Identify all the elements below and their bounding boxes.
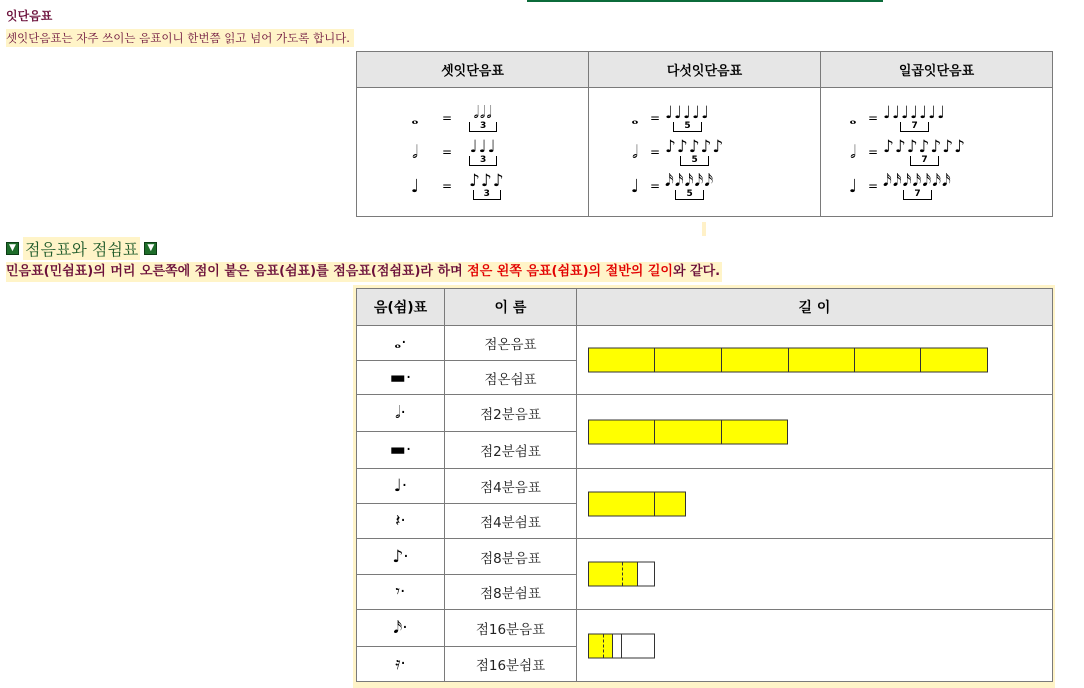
rest-name: 점8분쉼표 [445, 575, 577, 610]
quarter-notes-icon: ♩♩♩ [469, 137, 497, 157]
bar-unit [789, 348, 855, 373]
tuplet-row: 𝅝 = 𝅗𝅥𝅗𝅥𝅗𝅥 3 [405, 101, 588, 135]
bar-unit [921, 348, 988, 373]
bar-unit [655, 491, 686, 516]
bar-unit [622, 633, 655, 658]
half-note-icon: 𝅗𝅥 [850, 141, 856, 163]
tuplet-row: 𝅝 = ♩♩♩♩♩♩♩ 7 [843, 101, 1052, 135]
dotted-half-note-icon: 𝅗𝅥· [357, 395, 445, 432]
length-bar [588, 419, 788, 444]
half-notes-icon: 𝅗𝅥𝅗𝅥𝅗𝅥 [473, 103, 493, 123]
tuplet-number: 7 [900, 122, 928, 132]
down-arrow-icon: ▼ [144, 242, 157, 255]
note-name: 점8분음표 [445, 539, 577, 575]
quarter-notes-icon: ♩♩♩♩♩♩♩ [883, 103, 947, 123]
length-cell [577, 610, 1053, 682]
dotted-quarter-note-icon: ♩· [357, 469, 445, 504]
sixteenth-notes-icon: 𝅘𝅥𝅯𝅘𝅥𝅯𝅘𝅥𝅯𝅘𝅥𝅯𝅘𝅥𝅯𝅘𝅥𝅯𝅘𝅥𝅯 [883, 171, 952, 191]
tuplet-header-7: 일곱잇단음표 [821, 52, 1053, 88]
bar-unit [655, 419, 722, 444]
dotted-sixteenth-rest-icon: 𝄿· [357, 647, 445, 682]
bar-unit [655, 348, 722, 373]
tuplet-number: 5 [673, 122, 701, 132]
tuplet-row: ♩ = 𝅘𝅥𝅯𝅘𝅥𝅯𝅘𝅥𝅯𝅘𝅥𝅯𝅘𝅥𝅯𝅘𝅥𝅯𝅘𝅥𝅯 7 [843, 169, 1052, 203]
quarter-note-icon: ♩ [848, 175, 858, 197]
half-note-icon: 𝅗𝅥 [412, 141, 418, 163]
bar-unit [855, 348, 921, 373]
sixteenth-notes-icon: 𝅘𝅥𝅯𝅘𝅥𝅯𝅘𝅥𝅯𝅘𝅥𝅯𝅘𝅥𝅯 [665, 171, 715, 191]
tuplet-section-title: 잇단음표 [6, 9, 53, 23]
highlight-text: 점은 왼쪽 음표(쉼표)의 절반의 길이 [467, 264, 673, 279]
eighth-notes-icon: ♪♪♪♪♪♪♪ [883, 137, 966, 157]
note-name: 점4분음표 [445, 469, 577, 504]
dotted-eighth-note-icon: ♪· [357, 539, 445, 575]
note-name: 점온음표 [445, 326, 577, 361]
length-bar [588, 348, 988, 373]
length-bar [588, 633, 655, 658]
half-note-icon: 𝅗𝅥 [632, 141, 638, 163]
rest-name: 점4분쉼표 [445, 504, 577, 539]
down-arrow-icon: ▼ [6, 242, 19, 255]
bar-unit [722, 419, 788, 444]
bar-unit [588, 491, 655, 516]
bar-unit [588, 562, 638, 587]
tuplet-number: 3 [473, 190, 501, 200]
dotted-sixteenth-note-icon: 𝅘𝅥𝅯· [357, 610, 445, 647]
tuplet-number: 7 [903, 190, 931, 200]
dotted-whole-note-icon: 𝅝· [357, 326, 445, 361]
whole-note-icon: 𝅝 [411, 107, 419, 129]
dotted-eighth-rest-icon: 𝄾· [357, 575, 445, 610]
note-name: 점2분음표 [445, 395, 577, 432]
rest-name: 점2분쉼표 [445, 432, 577, 469]
length-cell [577, 395, 1053, 469]
tuplet-row: ♩ = 𝅘𝅥𝅯𝅘𝅥𝅯𝅘𝅥𝅯𝅘𝅥𝅯𝅘𝅥𝅯 5 [625, 169, 820, 203]
dotted-quarter-rest-icon: 𝄽· [357, 504, 445, 539]
length-cell [577, 539, 1053, 610]
length-bar [588, 562, 655, 587]
top-divider-line [527, 0, 883, 2]
length-cell [577, 469, 1053, 539]
rest-name: 점16분쉼표 [445, 647, 577, 682]
tuplet-section-desc: 셋잇단음표는 자주 쓰이는 음표이니 한번쯤 읽고 넘어 가도록 합니다. [6, 29, 354, 47]
dotted-whole-rest-icon: ▬· [357, 361, 445, 395]
eighth-notes-icon: ♪♪♪♪♪ [665, 137, 725, 157]
tuplet-number: 7 [910, 156, 938, 166]
bar-unit [722, 348, 789, 373]
tuplet-header-3: 셋잇단음표 [357, 52, 589, 88]
bar-unit [588, 633, 613, 658]
tuplet-table [356, 51, 1053, 217]
tuplet-cell-5 [589, 88, 821, 217]
col-header-symbol: 음(쉼)표 [357, 289, 445, 326]
tuplet-row: 𝅗𝅥 = ♩♩♩ 3 [405, 135, 588, 169]
length-bar [588, 491, 686, 516]
dotted-table [356, 288, 1053, 682]
quarter-note-icon: ♩ [410, 175, 420, 197]
tuplet-number: 5 [680, 156, 708, 166]
col-header-length: 길 이 [577, 289, 1053, 326]
dotted-section-desc: 민음표(민쉼표)의 머리 오른쪽에 점이 붙은 음표(쉼표)를 점음표(점쉼표)라 하며 점은 왼쪽 음표(쉼표)의 절반의 길이와 같다. [6, 262, 722, 282]
tuplet-number: 3 [469, 156, 497, 166]
dotted-section-title [6, 238, 157, 258]
tuplet-number: 5 [675, 190, 703, 200]
tuplet-row: 𝅗𝅥 = ♪♪♪♪♪♪♪ 7 [843, 135, 1052, 169]
whole-note-icon: 𝅝 [631, 107, 639, 129]
bar-unit [613, 633, 622, 658]
quarter-notes-icon: ♩♩♩♩♩ [665, 103, 711, 123]
tuplet-row: 𝅗𝅥 = ♪♪♪♪♪ 5 [625, 135, 820, 169]
tuplet-row: ♩ = ♪♪♪ 3 [405, 169, 588, 203]
bar-unit [588, 419, 655, 444]
tuplet-cell-7 [821, 88, 1053, 217]
dotted-title-text: 점음표와 점쉼표 [23, 237, 140, 260]
eighth-notes-icon: ♪♪♪ [469, 171, 505, 191]
tuplet-cell-3 [357, 88, 589, 217]
quarter-note-icon: ♩ [630, 175, 640, 197]
note-name: 점16분음표 [445, 610, 577, 647]
bar-unit [588, 348, 655, 373]
dotted-half-rest-icon: ▬· [357, 432, 445, 469]
rest-name: 점온쉼표 [445, 361, 577, 395]
whole-note-icon: 𝅝 [849, 107, 857, 129]
highlight-marker [702, 222, 706, 236]
bar-unit [638, 562, 655, 587]
tuplet-header-5: 다섯잇단음표 [589, 52, 821, 88]
col-header-name: 이 름 [445, 289, 577, 326]
tuplet-row: 𝅝 = ♩♩♩♩♩ 5 [625, 101, 820, 135]
tuplet-number: 3 [469, 122, 497, 132]
length-cell [577, 326, 1053, 395]
